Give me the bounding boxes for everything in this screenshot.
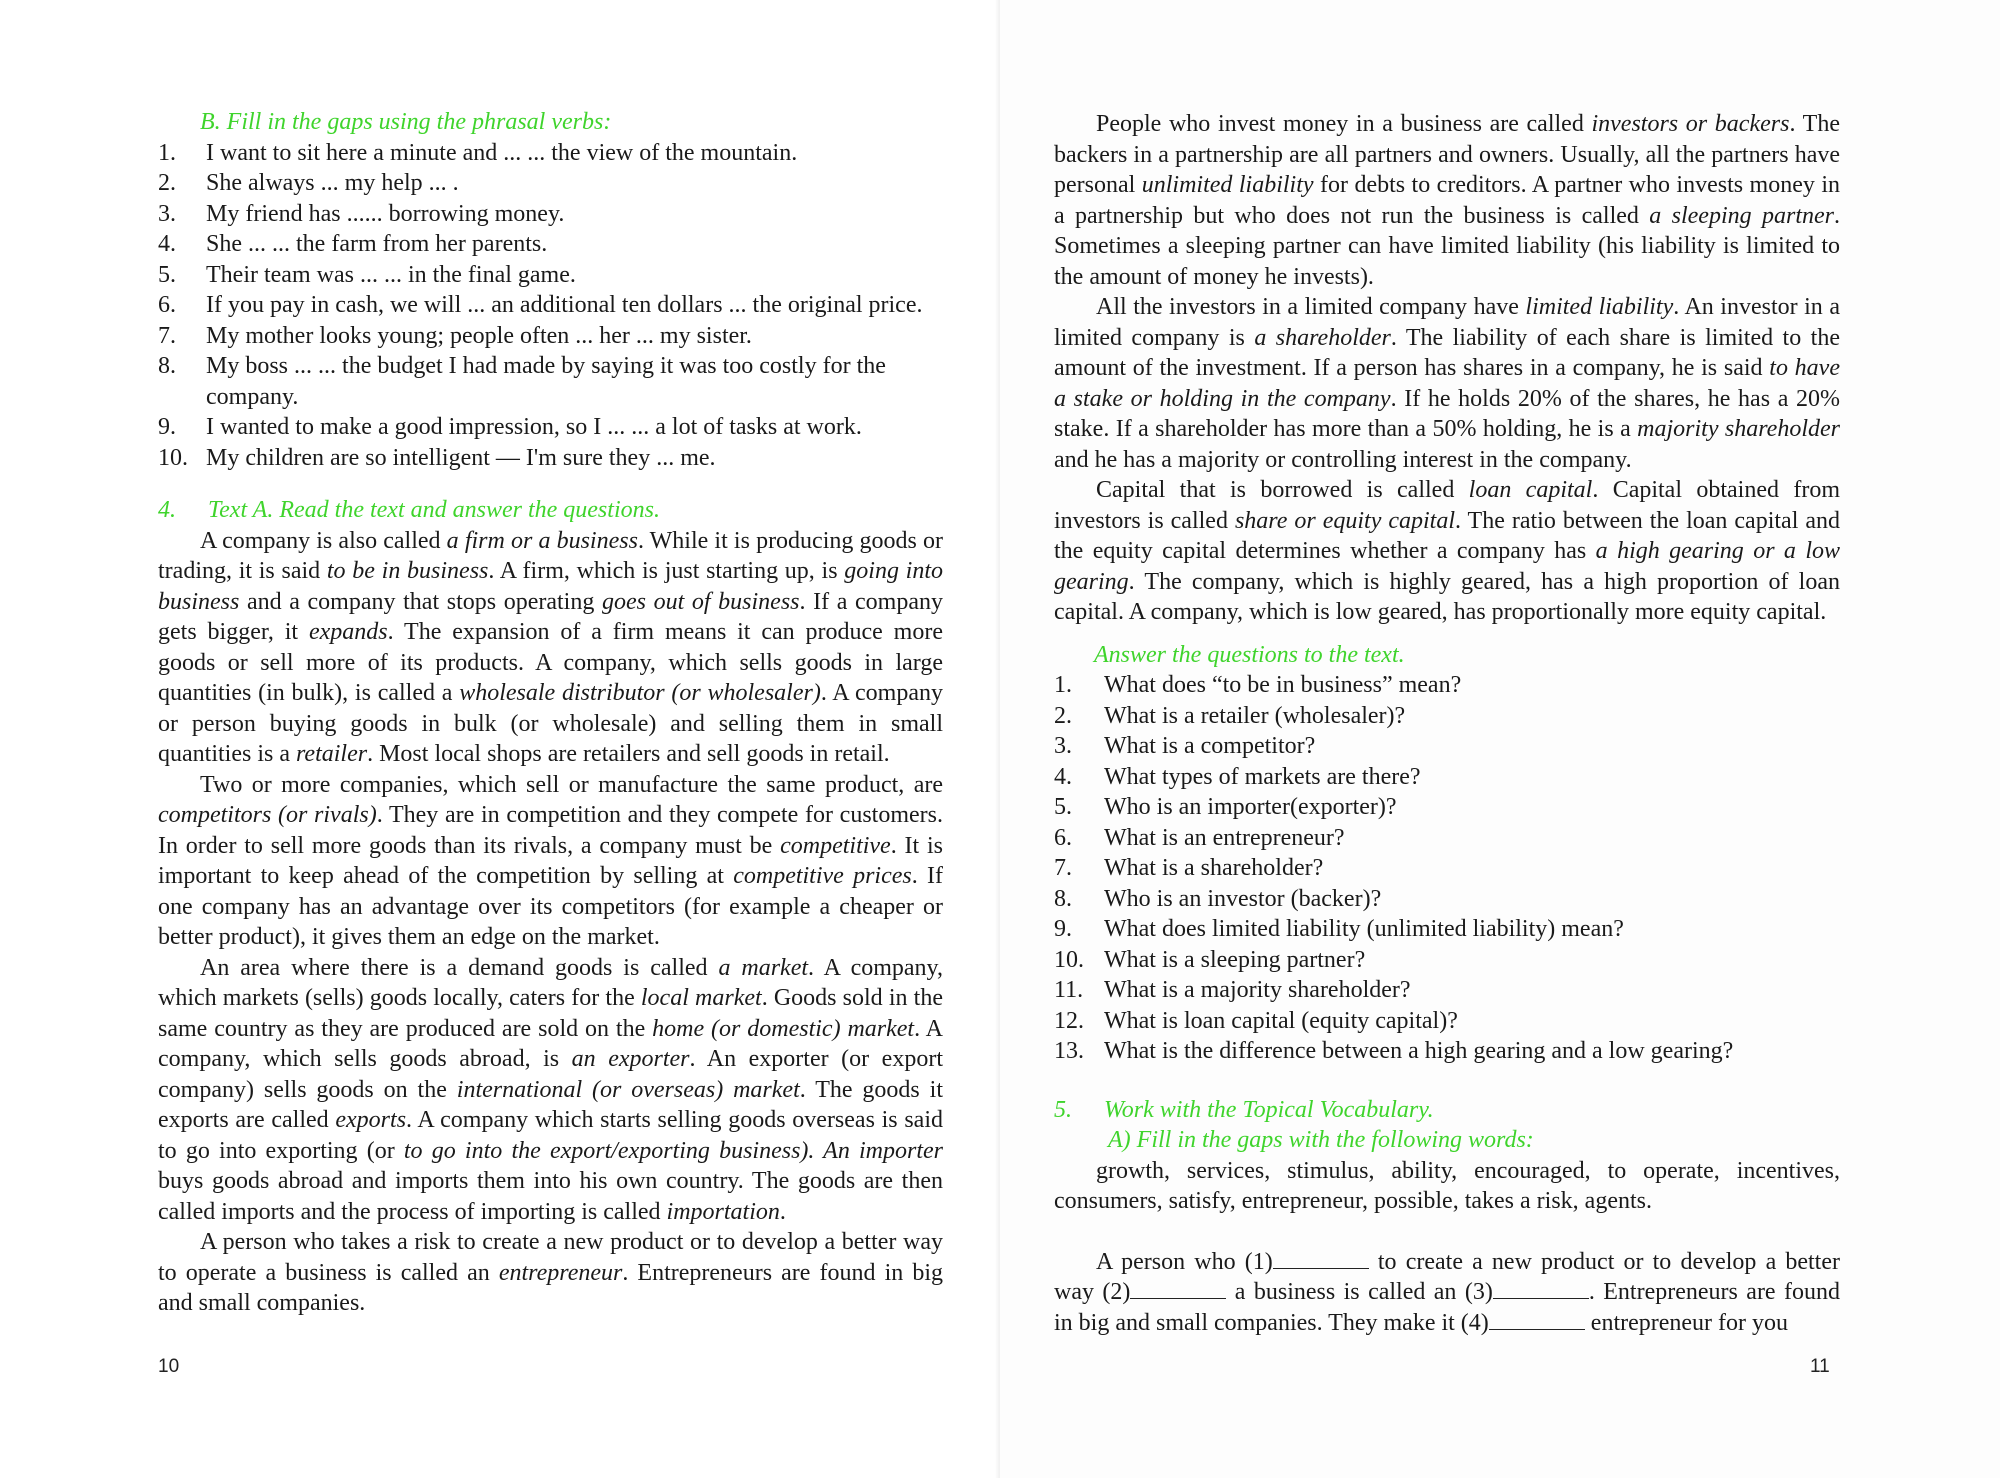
text-run: . Most local shops are retailers and sell goods in retail.	[367, 741, 890, 767]
exercise-b-item-number: 10.	[158, 444, 188, 471]
question-item-text: What is a sleeping partner?	[1104, 946, 1366, 973]
exercise-b-item	[158, 168, 943, 199]
question-item-number: 8.	[1054, 885, 1072, 912]
text-run: to go into the export/exporting business). An importer	[403, 1137, 944, 1164]
exercise-b-item-number: 6.	[158, 292, 176, 318]
text-run: . An exporter (or export company) sells goods on the	[158, 1046, 943, 1103]
text-run: and a company that stops operating	[239, 588, 602, 615]
text-run: a shareholder	[1254, 324, 1391, 351]
text-run: A person who takes a risk to create a new product or to develop a better way to operate a business is called an	[158, 1229, 943, 1286]
text-run: international (or overseas) market	[456, 1076, 800, 1103]
exercise-b-item-text: She always ... my help ... .	[206, 170, 459, 196]
gap-blank-2	[1130, 1278, 1226, 1299]
section-5-title: Work with the Topical Vocabulary.	[1104, 1096, 1434, 1123]
question-item-text: What is loan capital (equity capital)?	[1104, 1007, 1458, 1034]
exercise-b-item-number: 1.	[158, 139, 176, 166]
text-run: . A company, which sells goods abroad, is	[158, 1015, 944, 1072]
exercise-b-item-text: My friend has ...... borrowing money.	[206, 200, 565, 227]
text-a-paragraph-1	[158, 526, 943, 770]
exercise-b-item-number: 3.	[158, 200, 176, 227]
question-item-number: 3.	[1054, 733, 1072, 759]
text-run: a firm or a business	[446, 527, 638, 554]
text-run: competitive prices	[733, 863, 912, 889]
text-run: home (or domestic) market	[652, 1015, 915, 1042]
question-item-text: What types of markets are there?	[1104, 763, 1421, 790]
text-run: local market	[640, 985, 762, 1011]
question-item	[1054, 853, 1840, 884]
gap-fill-text	[1054, 1247, 1840, 1339]
left-page-column	[158, 107, 943, 1319]
text-run: . While it is producing goods or trading, it is said	[158, 527, 943, 584]
section-4-title: Text A. Read the text and answer the questions.	[208, 497, 660, 523]
exercise-b-item-number: 8.	[158, 353, 176, 379]
text-run: . Entrepreneurs are found in big and small companies. They make it (4)	[1054, 1279, 1840, 1336]
exercise-b-item-text: My mother looks young; people often ... her ... my sister.	[206, 322, 752, 349]
text-run: entrepreneur for you	[1584, 1309, 1789, 1336]
question-item	[1054, 945, 1840, 976]
text-run: . The ratio between the loan capital and the equity capital determines whether a company has	[1054, 507, 1841, 564]
text-run: competitors (or rivals)	[158, 802, 377, 828]
exercise-b-item-number: 2.	[158, 170, 176, 196]
text-run: . If he holds 20% of the shares, he has a 20% stake. If a shareholder has more than a 50% holding, he is a	[1054, 385, 1840, 442]
text-run: a sleeping partner	[1649, 202, 1834, 229]
text-run: to be in business	[326, 558, 489, 584]
text-run: limited liability	[1525, 294, 1674, 320]
text-run: entrepreneur	[498, 1259, 623, 1286]
gap-blank-3	[1493, 1278, 1589, 1299]
question-item	[1054, 792, 1840, 823]
text-run: . The expansion of a firm means it can produce more goods or sell more of its products. A company, which sells goods in large quantities (in bulk), is called a	[158, 619, 943, 706]
text-run: . Sometimes a sleeping partner can have limited liability (his liability is limited to the amount of money he invests).	[1054, 202, 1840, 290]
text-run: a high gearing or a low gearing	[1054, 538, 1841, 595]
text-a-paragraph-2	[158, 770, 943, 953]
exercise-b-item	[158, 290, 943, 321]
text-a-paragraph-7	[1054, 475, 1840, 628]
exercise-b-item-text: My children are so intelligent — I'm sure they ... me.	[206, 444, 716, 471]
text-run: importation	[666, 1198, 780, 1225]
question-item	[1054, 884, 1840, 915]
text-run: loan capital	[1468, 477, 1593, 503]
exercise-b-item	[158, 229, 943, 260]
gap-blank-1	[1273, 1248, 1369, 1269]
text-run: unlimited liability	[1141, 172, 1314, 198]
answer-questions-heading: Answer the questions to the text.	[1094, 641, 1405, 668]
text-run: . Entrepreneurs are found in big and small companies.	[158, 1259, 943, 1316]
section-5-heading	[1054, 1095, 1840, 1126]
text-run: People who invest money in a business are called	[1096, 111, 1592, 137]
text-run: . The liability of each share is limited to the amount of the investment. If a person has shares in a company, he is said	[1054, 324, 1840, 381]
question-item-text: What does “to be in business” mean?	[1104, 672, 1462, 698]
exercise-b-item	[158, 199, 943, 230]
exercise-b-item	[158, 260, 943, 291]
right-page-column	[1054, 109, 1840, 1338]
text-run: exports	[335, 1107, 407, 1133]
text-run: . A company, which markets (sells) goods locally, caters for the	[158, 954, 943, 1011]
exercise-b-item-number: 9.	[158, 414, 176, 440]
exercise-b-item-number: 4.	[158, 231, 176, 257]
text-run: . A company which starts selling goods overseas is said to go into exporting (or	[158, 1107, 943, 1164]
word-list: growth, services, stimulus, ability, encouraged, to operate, incentives, consumers, satisfy, entrepreneur, possible, takes a risk, agents.	[1054, 1157, 1840, 1214]
exercise-b-item-text: She ... ... the farm from her parents.	[206, 231, 548, 257]
text-run: . If one company has an advantage over its competitors (for example a cheaper or better product), it gives them an edge on the market.	[158, 863, 944, 950]
question-item	[1054, 975, 1840, 1006]
question-item-number: 11.	[1054, 977, 1084, 1003]
text-run: buys goods abroad and imports them into his own country. The goods are then called imports and the process of importing is called	[158, 1168, 943, 1225]
text-run: . An investor in a limited company is	[1054, 294, 1840, 351]
question-item-number: 6.	[1054, 824, 1072, 851]
question-item-text: What is an entrepreneur?	[1104, 824, 1345, 851]
exercise-b-item-number: 5.	[158, 261, 176, 288]
question-item-text: What is a retailer (wholesaler)?	[1104, 702, 1406, 729]
text-run: A person who (1)	[1096, 1248, 1273, 1275]
question-item-text: Who is an importer(exporter)?	[1104, 794, 1397, 820]
text-run: majority shareholder	[1637, 416, 1840, 442]
text-run: retailer	[295, 741, 368, 767]
text-run: . A firm, which is just starting up, is	[488, 558, 845, 584]
text-run: . If a company gets bigger, it	[158, 588, 943, 645]
question-item	[1054, 914, 1840, 945]
text-run: a business is called an (3)	[1226, 1279, 1493, 1305]
exercise-a-heading: A) Fill in the gaps with the following words:	[1108, 1127, 1534, 1153]
text-run: a market	[718, 954, 809, 981]
text-run: An area where there is a demand goods is called	[200, 954, 719, 981]
question-item	[1054, 670, 1840, 701]
page-number-right: 11	[1810, 1356, 1830, 1377]
exercise-b-item	[158, 443, 943, 474]
section-4-heading	[158, 495, 943, 526]
text-run: to create a new product or to develop a better way (2)	[1054, 1248, 1840, 1305]
exercise-b-item	[158, 412, 943, 443]
question-item-text: What does limited liability (unlimited liability) mean?	[1104, 916, 1624, 942]
question-item-number: 13.	[1054, 1038, 1084, 1064]
text-run: . The backers in a partnership are all partners and owners. Usually, all the partners have personal	[1054, 111, 1840, 198]
text-run: A company is also called	[200, 527, 447, 554]
question-item-number: 10.	[1054, 946, 1084, 973]
text-run: . The company, which is highly geared, has a high proportion of loan capital. A company, which is low geared, has proportionally more equity capital.	[1054, 568, 1840, 625]
text-run: . A company or person buying goods in bulk (or wholesale) and selling them in small quantities is a	[158, 680, 943, 767]
question-item-text: Who is an investor (backer)?	[1104, 885, 1382, 912]
gap-blank-4	[1489, 1309, 1585, 1330]
question-item	[1054, 823, 1840, 854]
question-item	[1054, 731, 1840, 762]
question-item-text: What is a competitor?	[1104, 733, 1316, 759]
right-page	[1000, 0, 2000, 1478]
section-4-number: 4.	[158, 497, 176, 523]
page-number-left: 10	[158, 1356, 180, 1377]
question-item	[1054, 701, 1840, 732]
text-run: . It is important to keep ahead of the competition by selling at	[158, 832, 944, 889]
question-item-number: 4.	[1054, 763, 1072, 790]
text-run: share or equity capital	[1234, 507, 1455, 534]
section-5-number: 5.	[1054, 1096, 1072, 1123]
text-run: . The goods it exports are called	[158, 1076, 943, 1133]
text-run: going into business	[158, 558, 944, 615]
text-run: goes out of business	[601, 588, 800, 615]
text-run: wholesale distributor (or wholesaler)	[459, 680, 821, 706]
exercise-b-item	[158, 138, 943, 169]
text-run: .	[779, 1198, 786, 1225]
text-run: . Capital obtained from investors is called	[1054, 477, 1840, 534]
text-run: to have a stake or holding in the company	[1054, 355, 1840, 412]
exercise-b-item-text: I wanted to make a good impression, so I ... ... a lot of tasks at work.	[206, 414, 862, 440]
question-item-text: What is the difference between a high gearing and a low gearing?	[1104, 1038, 1734, 1064]
text-run: All the investors in a limited company have	[1096, 294, 1526, 320]
text-run: an exporter	[571, 1046, 690, 1072]
text-run: competitive	[780, 832, 891, 859]
text-run: Two or more companies, which sell or manufacture the same product, are	[200, 771, 943, 798]
exercise-b-item-number: 7.	[158, 322, 176, 349]
exercise-b-list	[158, 138, 943, 474]
text-run: investors or backers	[1591, 111, 1790, 137]
exercise-b-item	[158, 321, 943, 352]
exercise-b-item-text: Their team was ... ... in the final game.	[206, 261, 576, 288]
exercise-b-item-text: My boss ... ... the budget I had made by saying it was too costly for the company.	[206, 353, 886, 410]
question-item-number: 9.	[1054, 916, 1072, 942]
text-run: and he has a majority or controlling interest in the company.	[1054, 446, 1632, 473]
question-item-text: What is a shareholder?	[1104, 855, 1324, 881]
question-item-number: 1.	[1054, 672, 1072, 698]
text-a-paragraph-6	[1054, 292, 1840, 475]
text-run: expands	[308, 619, 388, 645]
question-item-number: 12.	[1054, 1007, 1084, 1034]
questions-list	[1054, 670, 1840, 1067]
question-item-number: 5.	[1054, 794, 1072, 820]
text-run: . They are in competition and they compete for customers. In order to sell more goods than its rivals, a company must be	[158, 802, 943, 859]
text-a-paragraph-5	[1054, 109, 1840, 292]
text-run: . Goods sold in the same country as they are produced are sold on the	[158, 985, 943, 1042]
question-item	[1054, 762, 1840, 793]
text-a-paragraph-4	[158, 1227, 943, 1319]
exercise-b-item	[158, 351, 943, 412]
text-a-paragraph-3	[158, 953, 943, 1228]
text-run: Capital that is borrowed is called	[1096, 477, 1469, 503]
exercise-b-heading: B. Fill in the gaps using the phrasal verbs:	[200, 109, 612, 135]
exercise-b-item-text: If you pay in cash, we will ... an additional ten dollars ... the original price.	[206, 292, 923, 318]
text-run: for debts to creditors. A partner who invests money in a partnership but who does not run the business is called	[1054, 172, 1840, 229]
question-item-number: 7.	[1054, 855, 1072, 881]
question-item	[1054, 1036, 1840, 1067]
question-item-number: 2.	[1054, 702, 1072, 729]
exercise-b-item-text: I want to sit here a minute and ... ... the view of the mountain.	[206, 139, 798, 166]
question-item	[1054, 1006, 1840, 1037]
question-item-text: What is a majority shareholder?	[1104, 977, 1411, 1003]
